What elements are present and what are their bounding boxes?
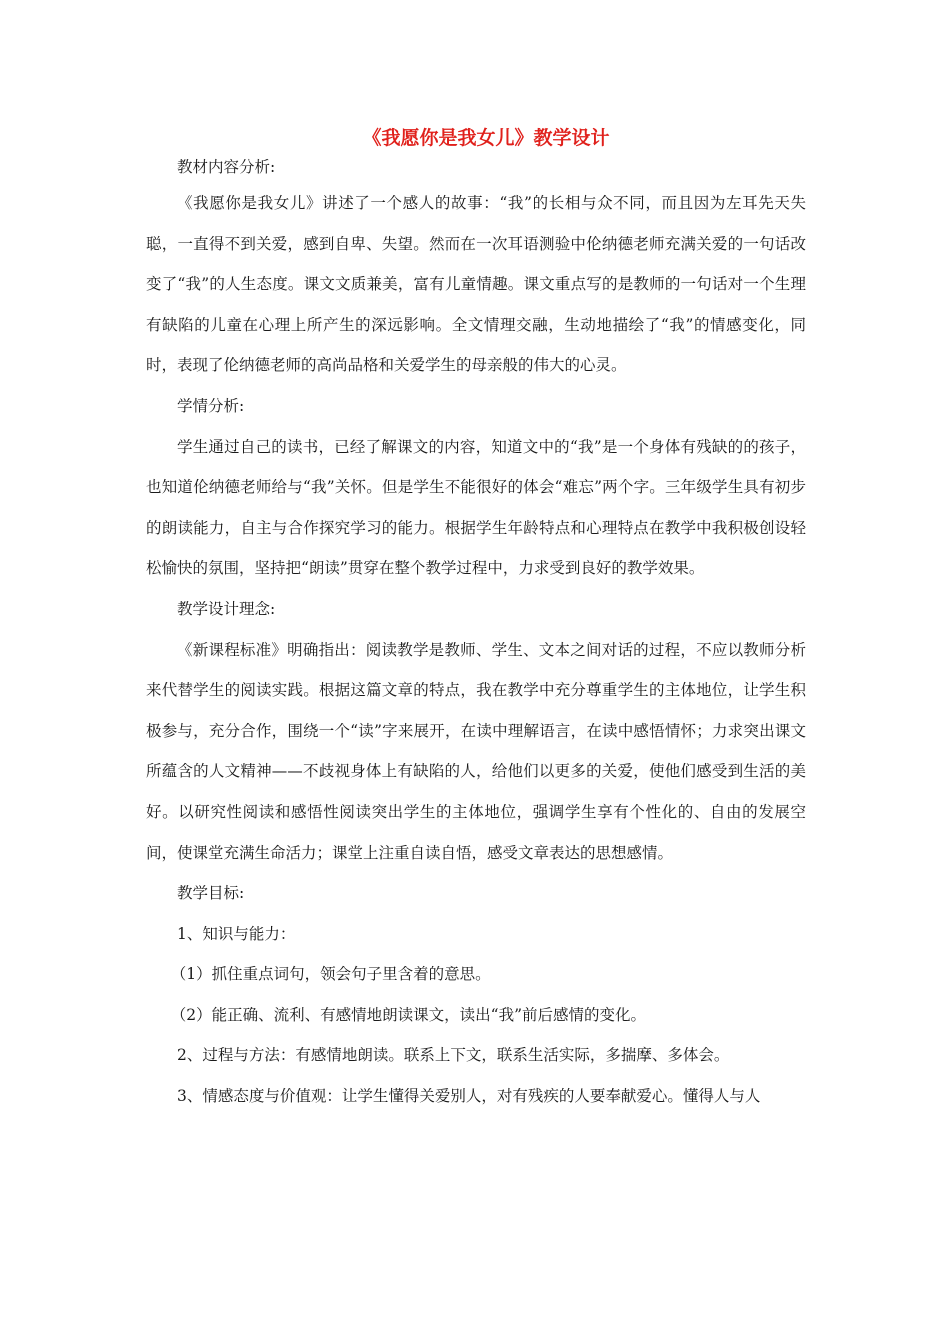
section-heading-concept: 教学设计理念: <box>177 599 276 618</box>
document-content <box>146 121 806 1117</box>
goal-item-1: 1、知识与能力： <box>177 924 296 943</box>
section-heading-goals: 教学目标: <box>177 884 245 903</box>
section-body-students: 学生通过自己的读书，已经了解课文的内容，知道文中的“我”是一个身体有残缺的的孩子，也知道伦纳德老师给与“我”关怀。但是学生不能很好的体会“难忘”两个字。三年级学生具有初步的朗读能力，自主与合作探究学习的能力。根据学生年龄特点和心理特点在教学中我积极创设轻松愉快的氛围，坚持把“朗读”贯穿在整个教学过程中，力求受到良好的教学效果。 <box>146 437 806 578</box>
goal-item-1-sub-2: （2）能正确、流利、有感情地朗读课文，读出“我”前后感情的变化。 <box>170 1005 647 1024</box>
section-heading-students: 学情分析: <box>177 396 245 415</box>
section-body-material: 《我愿你是我女儿》讲述了一个感人的故事：“我”的长相与众不同，而且因为左耳先天失聪，一直得不到关爱，感到自卑、失望。然而在一次耳语测验中伦纳德老师充满关爱的一句话改变了“我”的人生态度。课文文质兼美，富有儿童情趣。课文重点写的是教师的一句话对一个生理有缺陷的儿童在心理上所产生的深远影响。全文情理交融，生动地描绘了“我”的情感变化，同时，表现了伦纳德老师的高尚品格和关爱学生的母亲般的伟大的心灵。 <box>146 194 806 375</box>
goal-item-2: 2、过程与方法：有感情地朗读。联系上下文，联系生活实际，多揣摩、多体会。 <box>177 1046 730 1065</box>
section-heading-material: 教材内容分析: <box>177 158 276 176</box>
document-title: 《我愿你是我女儿》教学设计 <box>362 127 610 149</box>
goal-item-3: 3、情感态度与价值观：让学生懂得关爱别人，对有残疾的人要奉献爱心。懂得人与人 <box>177 1087 761 1106</box>
section-body-concept: 《新课程标准》明确指出：阅读教学是教师、学生、文本之间对话的过程，不应以教师分析来代替学生的阅读实践。根据这篇文章的特点，我在教学中充分尊重学生的主体地位，让学生积极参与，充分合作，围绕一个“读”字来展开，在读中理解语言，在读中感悟情怀；力求突出课文所蕴含的人文精神——不歧视身体上有缺陷的人，给他们以更多的关爱，使他们感受到生活的美好。以研究性阅读和感悟性阅读突出学生的主体地位，强调学生享有个性化的、自由的发展空间，使课堂充满生命活力；课堂上注重自读自悟，感受文章表达的思想感情。 <box>146 640 806 862</box>
goal-item-1-sub-1: （1）抓住重点词句，领会句子里含着的意思。 <box>170 965 491 984</box>
